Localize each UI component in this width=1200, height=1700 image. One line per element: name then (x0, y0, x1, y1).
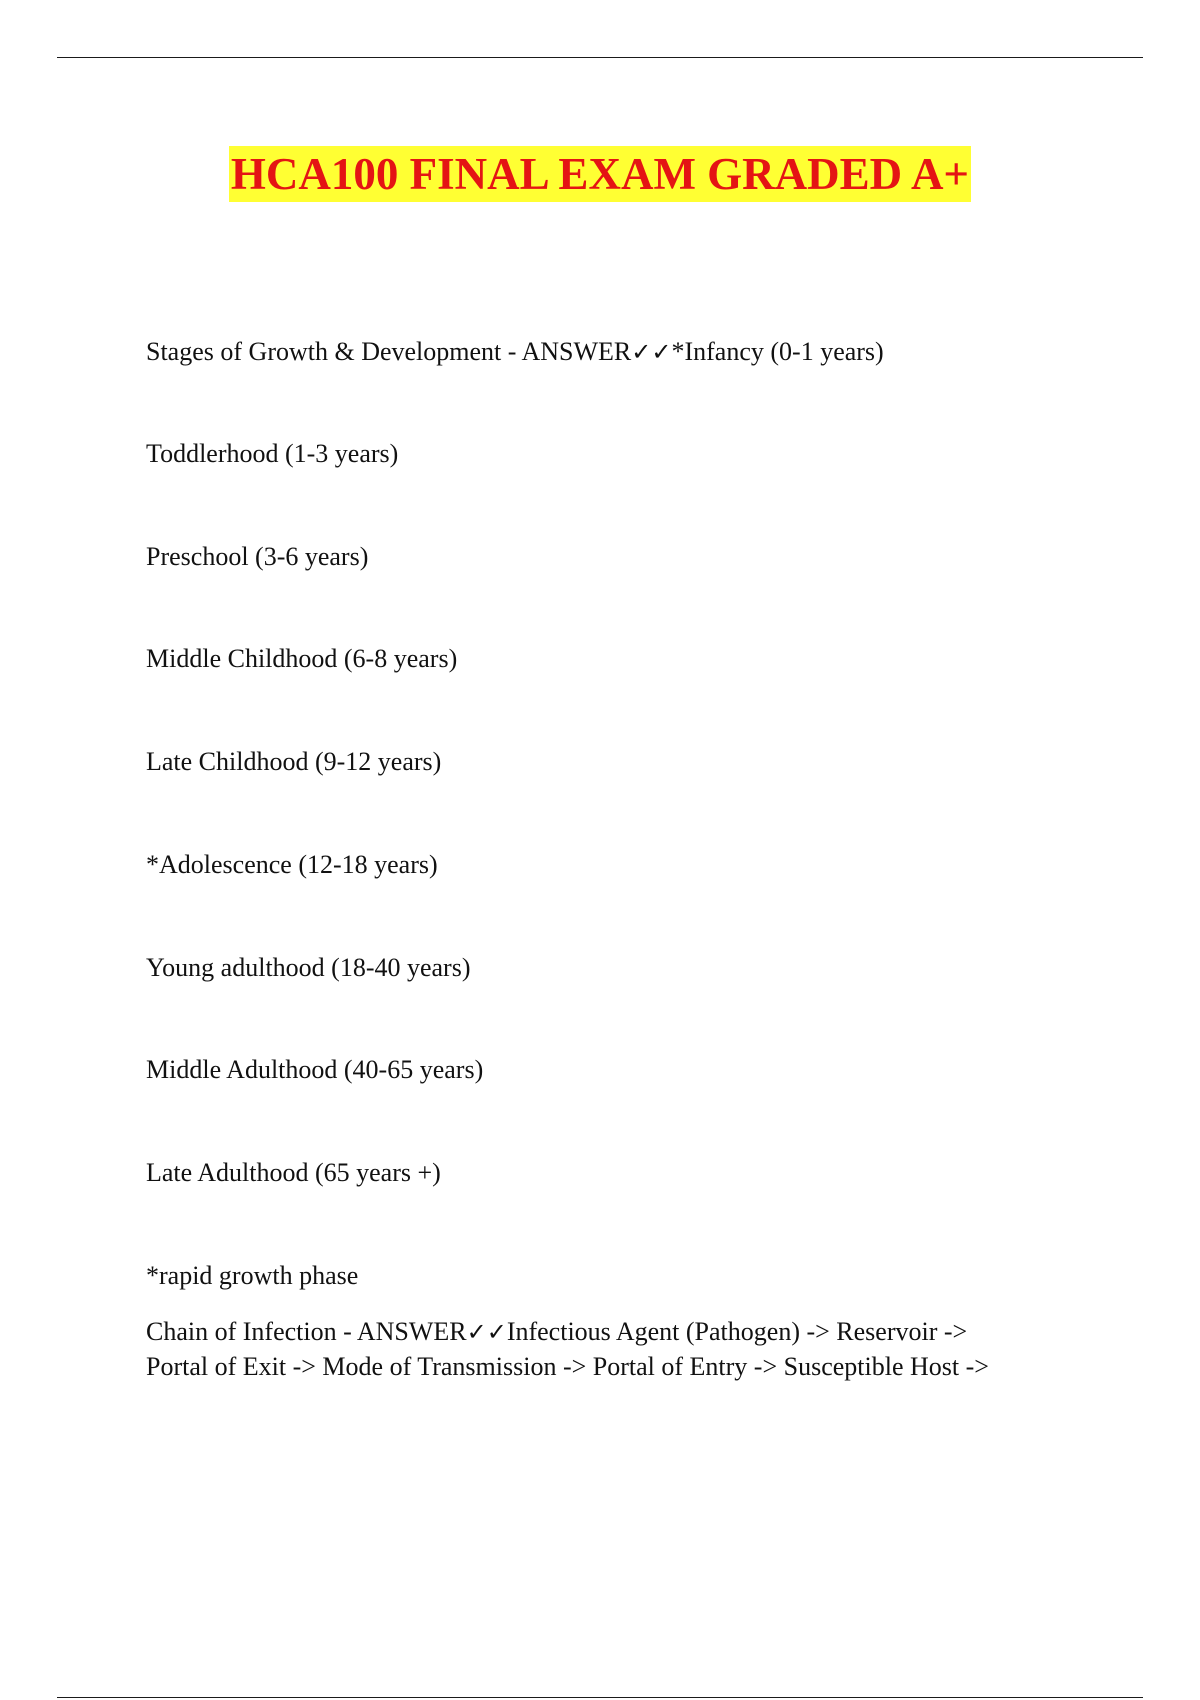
check-mark-icon: ✓✓ (631, 338, 672, 366)
list-item: Middle Adulthood (40-65 years) (146, 1055, 484, 1084)
top-rule (57, 57, 1143, 58)
list-item: Late Childhood (9-12 years) (146, 747, 442, 776)
title-container (0, 146, 1200, 202)
list-item: *Adolescence (12-18 years) (146, 850, 438, 879)
list-item: *rapid growth phase (146, 1261, 359, 1290)
page-title: HCA100 FINAL EXAM GRADED A+ (229, 146, 971, 202)
list-item: Preschool (3-6 years) (146, 542, 369, 571)
q2-answer-line-1: Infectious Agent (Pathogen) -> Reservoir -> (506, 1317, 968, 1346)
q1-first-answer: *Infancy (0-1 years) (671, 337, 884, 366)
list-item: Middle Childhood (6-8 years) (146, 644, 458, 673)
q2-line-1 (146, 1314, 967, 1350)
list-item: Young adulthood (18-40 years) (146, 953, 471, 982)
q1-question: Stages of Growth & Development - ANSWER (146, 337, 632, 366)
list-item: Toddlerhood (1-3 years) (146, 439, 399, 468)
q2-answer-line-2: Portal of Exit -> Mode of Transmission -> Portal of Entry -> Susceptible Host -> (146, 1352, 989, 1381)
q2-question: Chain of Infection - ANSWER (146, 1317, 467, 1346)
bottom-rule (57, 1697, 1143, 1698)
q1-line (146, 334, 884, 370)
check-mark-icon: ✓✓ (466, 1318, 507, 1346)
list-item: Late Adulthood (65 years +) (146, 1158, 441, 1187)
